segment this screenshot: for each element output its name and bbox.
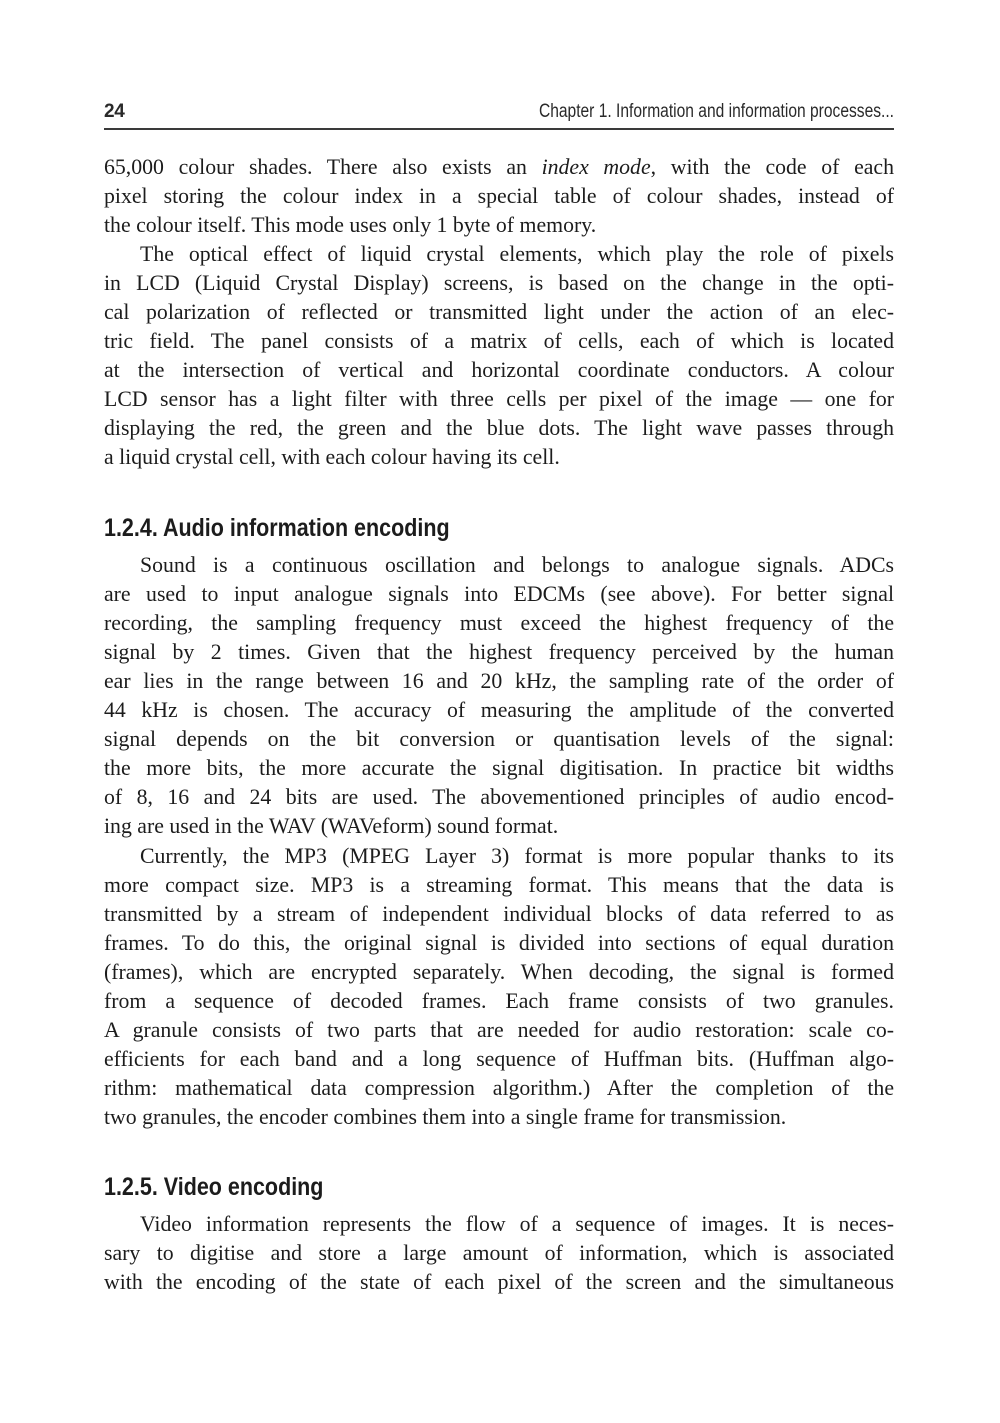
text-line: tric field. The panel consists of a matrix of cells, each of which is located bbox=[104, 329, 894, 353]
text-line: A granule consists of two parts that are needed for audio restoration: scale co- bbox=[104, 1018, 894, 1042]
running-title: Chapter 1. Information and information processes... bbox=[538, 101, 894, 122]
paragraph-intro-1 bbox=[104, 153, 894, 240]
text-line: transmitted by a stream of independent individual blocks of data referred to as bbox=[104, 902, 894, 926]
page-header bbox=[104, 101, 894, 130]
text-line: Currently, the MP3 (MPEG Layer 3) format is more popular thanks to its bbox=[140, 844, 894, 868]
text-line: Sound is a continuous oscillation and belongs to analogue signals. ADCs bbox=[140, 553, 894, 577]
paragraph-video-1 bbox=[104, 1210, 894, 1297]
text-line: the more bits, the more accurate the signal digitisation. In practice bit widths bbox=[104, 756, 894, 780]
text-line: 65,000 colour shades. There also exists an index mode, with the code of each bbox=[104, 155, 894, 179]
text-line: at the intersection of vertical and horizontal coordinate conductors. A colour bbox=[104, 358, 894, 382]
text-line: more compact size. MP3 is a streaming format. This means that the data is bbox=[104, 873, 894, 897]
text-line: signal by 2 times. Given that the highest frequency perceived by the human bbox=[104, 640, 894, 664]
text-line: pixel storing the colour index in a special table of colour shades, instead of bbox=[104, 184, 894, 208]
text-line: (frames), which are encrypted separately. When decoding, the signal is formed bbox=[104, 960, 894, 984]
text-line: recording, the sampling frequency must exceed the highest frequency of the bbox=[104, 611, 894, 635]
emphasis: index mode bbox=[541, 155, 651, 179]
text-line: efficients for each band and a long sequence of Huffman bits. (Huffman algo- bbox=[104, 1047, 894, 1071]
text-line: The optical effect of liquid crystal elements, which play the role of pixels bbox=[140, 242, 894, 266]
text-line: rithm: mathematical data compression algorithm.) After the completion of the bbox=[104, 1076, 894, 1100]
text-line: displaying the red, the green and the blue dots. The light wave passes through bbox=[104, 416, 894, 440]
text-line: sary to digitise and store a large amount of information, which is associated bbox=[104, 1241, 894, 1265]
text-line: Video information represents the flow of a sequence of images. It is neces- bbox=[140, 1212, 894, 1236]
text-line: LCD sensor has a light filter with three cells per pixel of the image — one for bbox=[104, 387, 894, 411]
text-line: from a sequence of decoded frames. Each frame consists of two granules. bbox=[104, 989, 894, 1013]
text-line: signal depends on the bit conversion or quantisation levels of the signal: bbox=[104, 727, 894, 751]
text-line: ing are used in the WAV (WAVeform) sound format. bbox=[104, 814, 559, 838]
section-heading-audio: 1.2.4. Audio information encoding bbox=[104, 514, 450, 542]
text-line: frames. To do this, the original signal is divided into sections of equal duration bbox=[104, 931, 894, 955]
text-line: with the encoding of the state of each pixel of the screen and the simultaneous bbox=[104, 1270, 894, 1294]
paragraph-audio-1 bbox=[104, 551, 894, 841]
text-line: a liquid crystal cell, with each colour having its cell. bbox=[104, 445, 560, 469]
section-heading-video: 1.2.5. Video encoding bbox=[104, 1173, 324, 1201]
text-line: in LCD (Liquid Crystal Display) screens, is based on the change in the opti- bbox=[104, 271, 894, 295]
text-line: 44 kHz is chosen. The accuracy of measuring the amplitude of the converted bbox=[104, 698, 894, 722]
text-line: the colour itself. This mode uses only 1 byte of memory. bbox=[104, 213, 597, 237]
text-line: ear lies in the range between 16 and 20 kHz, the sampling rate of the order of bbox=[104, 669, 894, 693]
page-number: 24 bbox=[104, 101, 125, 122]
text-line: are used to input analogue signals into EDCMs (see above). For better signal bbox=[104, 582, 894, 606]
text-line: cal polarization of reflected or transmitted light under the action of an elec- bbox=[104, 300, 894, 324]
paragraph-audio-2 bbox=[104, 842, 894, 1132]
text-line: of 8, 16 and 24 bits are used. The abovementioned principles of audio encod- bbox=[104, 785, 894, 809]
paragraph-intro-2 bbox=[104, 240, 894, 472]
text-line: two granules, the encoder combines them into a single frame for transmission. bbox=[104, 1105, 787, 1129]
